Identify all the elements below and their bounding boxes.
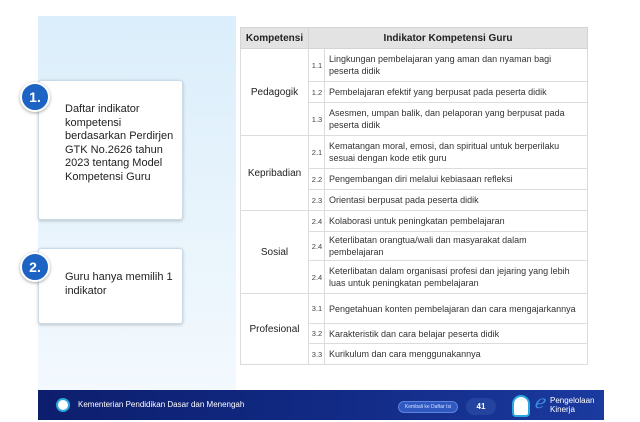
indicator-text: Kolaborasi untuk peningkatan pembelajaran	[325, 211, 588, 232]
indicator-text: Lingkungan pembelajaran yang aman dan nyaman bagi peserta didik	[325, 49, 588, 82]
header-indicator: Indikator Kompetensi Guru	[309, 28, 588, 49]
ministry-emblem-icon	[512, 395, 530, 417]
competency-table	[240, 27, 588, 365]
indicator-number: 2.4	[309, 261, 325, 294]
number-badge-2: 2.	[20, 252, 50, 282]
indicator-text: Pengetahuan konten pembelajaran dan cara mengajarkannya	[325, 294, 588, 324]
indicator-number: 2.1	[309, 136, 325, 169]
competency-pedagogik: Pedagogik	[241, 49, 309, 136]
table-row	[241, 136, 588, 169]
info-card-1	[38, 80, 183, 220]
indicator-number: 3.3	[309, 344, 325, 365]
indicator-text: Keterlibatan orangtua/wali dan masyarakat dalam pembelajaran	[325, 232, 588, 261]
header-competency: Kompetensi	[241, 28, 309, 49]
indicator-text: Kematangan moral, emosi, dan spiritual untuk berperilaku sesuai dengan kode etik guru	[325, 136, 588, 169]
brand-mark-icon: ℯ	[534, 392, 545, 413]
indicator-number: 3.2	[309, 324, 325, 344]
indicator-text: Asesmen, umpan balik, dan pelaporan yang berpusat pada peserta didik	[325, 103, 588, 136]
indicator-text: Kurikulum dan cara menggunakannya	[325, 344, 588, 365]
indicator-text: Keterlibatan dalam organisasi profesi dan jejaring yang lebih luas untuk peningkatan pembelajaran	[325, 261, 588, 294]
page-number: 41	[466, 398, 496, 415]
indicator-number: 2.4	[309, 211, 325, 232]
indicator-number: 3.1	[309, 294, 325, 324]
indicator-number: 2.2	[309, 169, 325, 190]
competency-kepribadian: Kepribadian	[241, 136, 309, 211]
table-row	[241, 294, 588, 324]
competency-profesional: Profesional	[241, 294, 309, 365]
info-card-1-text: Daftar indikator kompetensi berdasarkan Perdirjen GTK No.2626 tahun 2023 tentang Model Kompetensi Guru	[65, 103, 174, 183]
indicator-text: Karakteristik dan cara belajar peserta didik	[325, 324, 588, 344]
table-row	[241, 211, 588, 232]
indicator-text: Pengembangan diri melalui kebiasaan refleksi	[325, 169, 588, 190]
ministry-name: Kementerian Pendidikan Dasar dan Menengah	[78, 400, 245, 409]
info-card-2	[38, 248, 183, 324]
competency-sosial: Sosial	[241, 211, 309, 294]
indicator-number: 1.2	[309, 82, 325, 103]
ministry-logo-icon	[56, 398, 70, 412]
brand-line-2: Kinerja	[550, 405, 575, 414]
info-card-2-text: Guru hanya memilih 1 indikator	[65, 271, 173, 297]
brand-name	[550, 396, 594, 414]
table-row	[241, 49, 588, 82]
back-to-contents-button[interactable]: Kembali ke Daftar Isi	[398, 401, 458, 413]
indicator-text: Orientasi berpusat pada peserta didik	[325, 190, 588, 211]
indicator-text: Pembelajaran efektif yang berpusat pada peserta didik	[325, 82, 588, 103]
indicator-number: 2.4	[309, 232, 325, 261]
brand-line-1: Pengelolaan	[550, 396, 595, 405]
indicator-number: 2.3	[309, 190, 325, 211]
number-badge-1: 1.	[20, 82, 50, 112]
indicator-number: 1.1	[309, 49, 325, 82]
indicator-number: 1.3	[309, 103, 325, 136]
